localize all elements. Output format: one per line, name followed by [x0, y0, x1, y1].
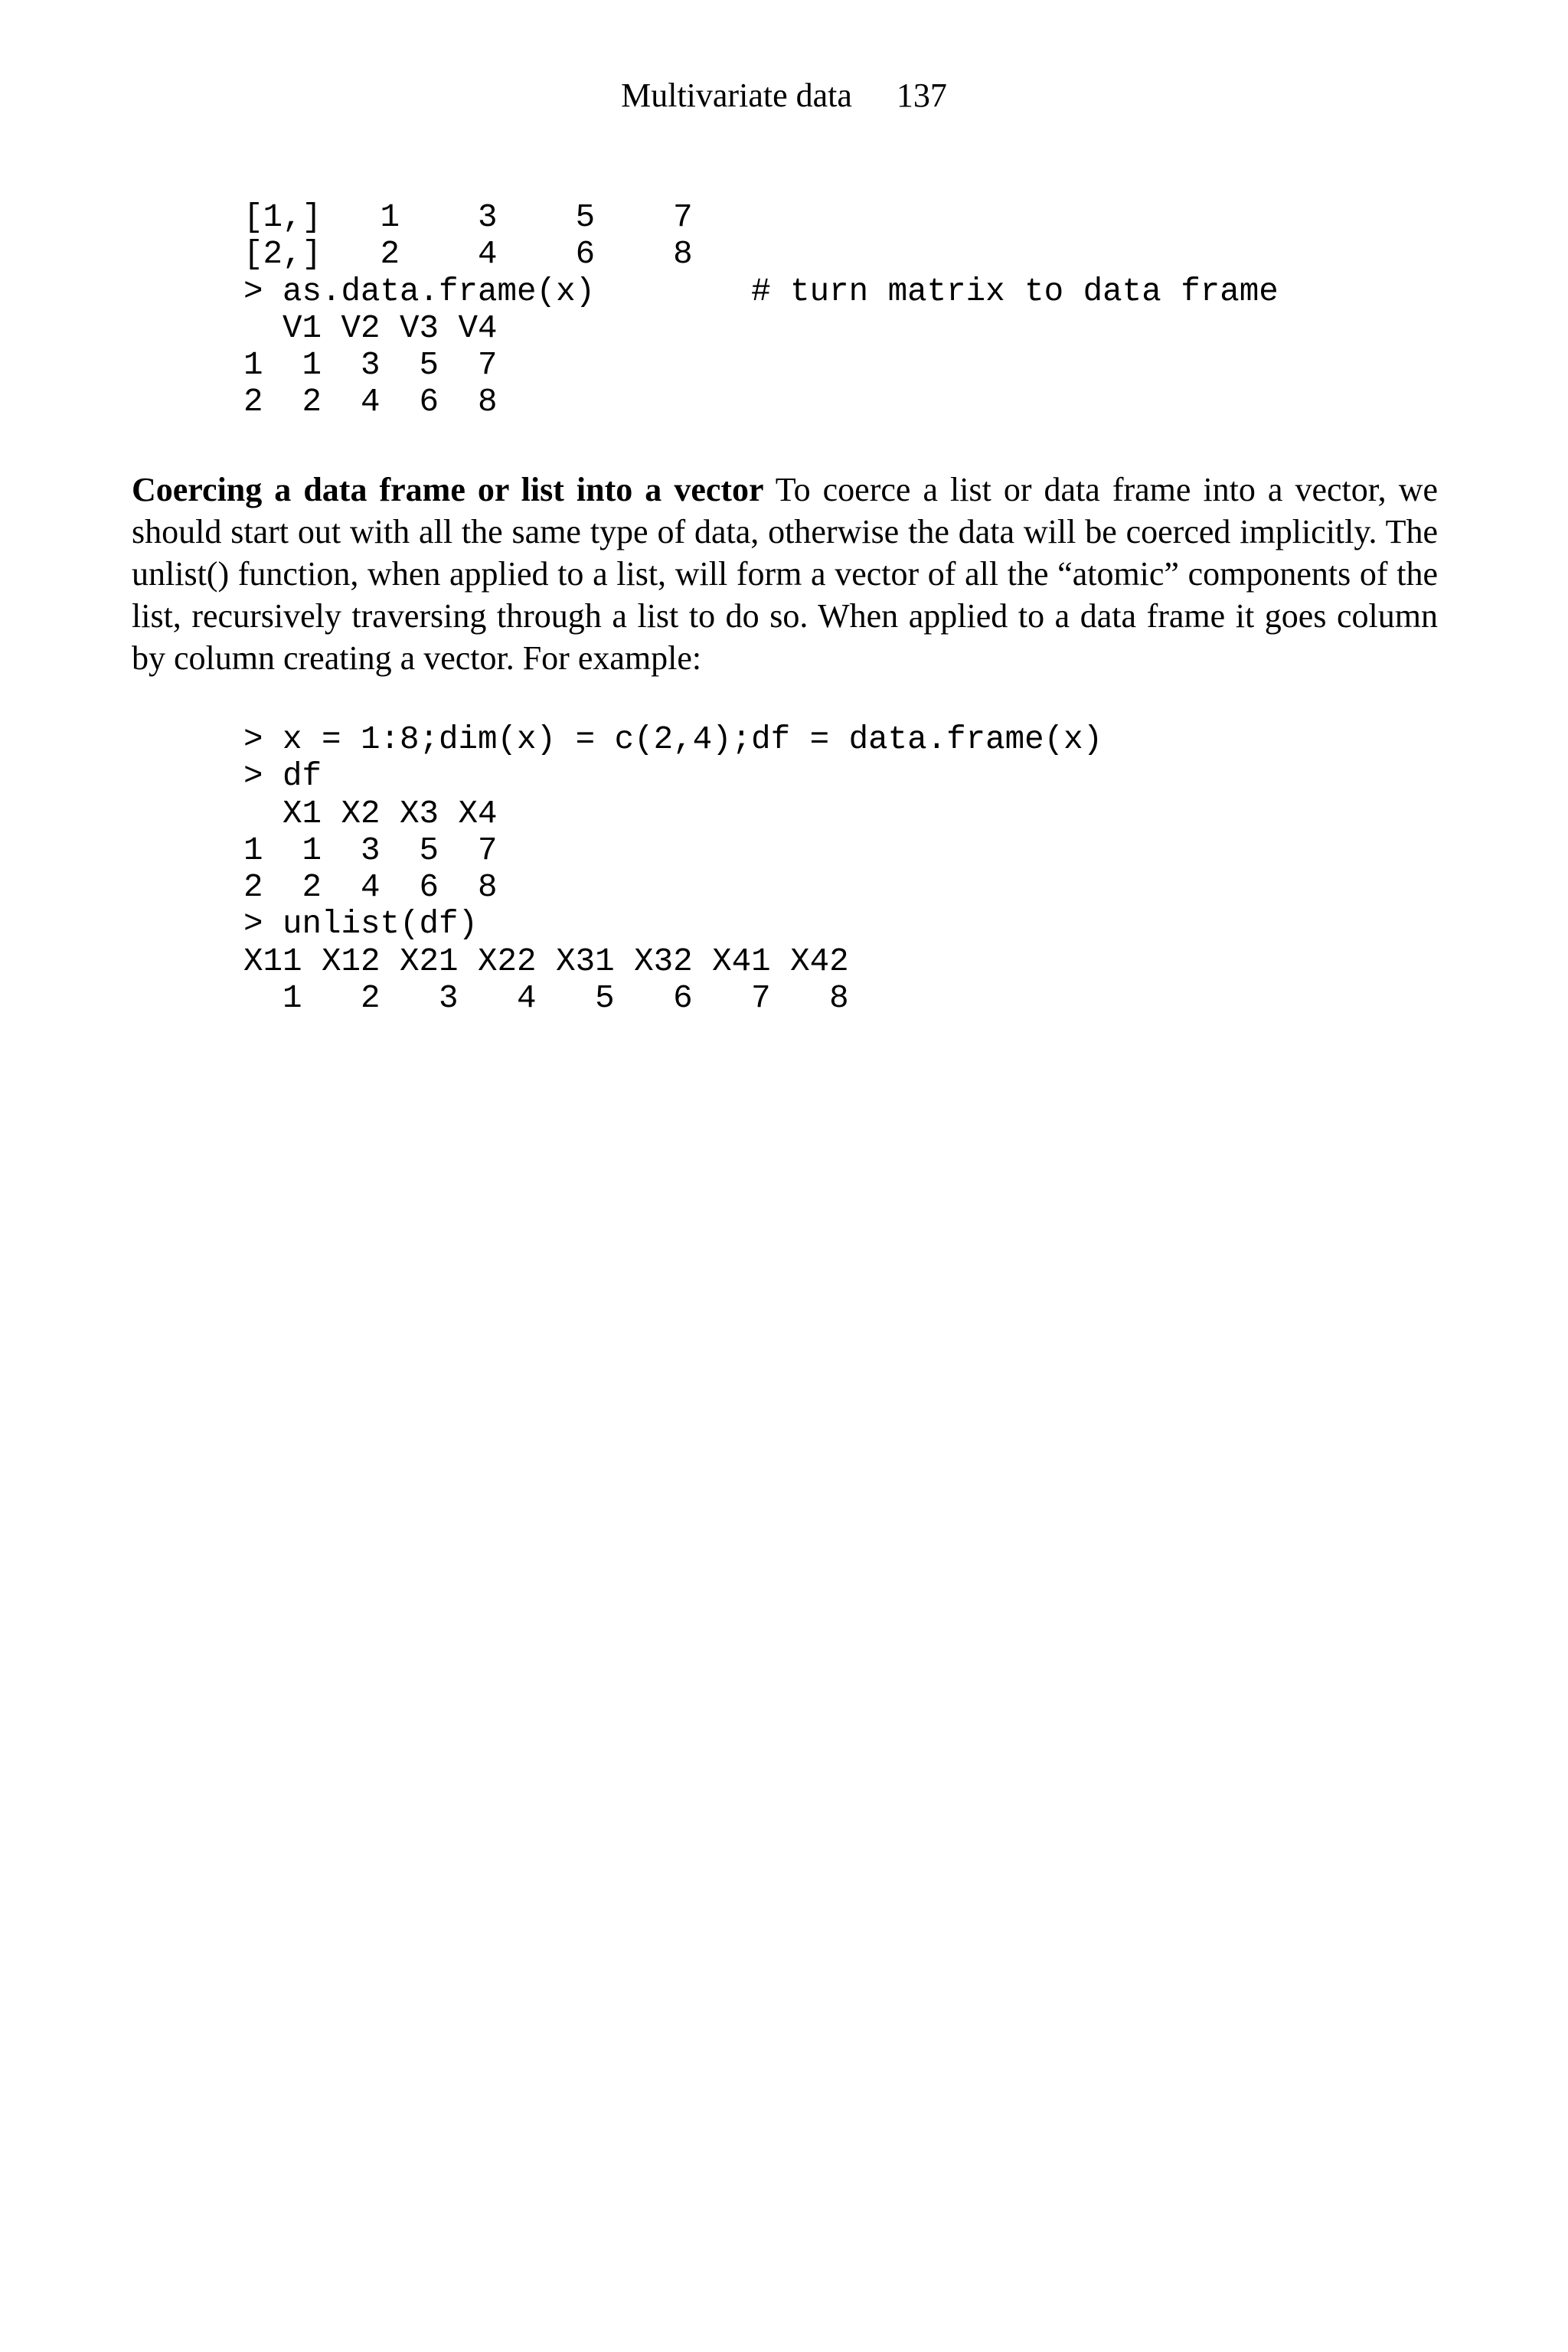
code-line: [2,] 2 4 6 8	[243, 236, 693, 273]
code-line: 2 2 4 6 8	[243, 384, 498, 421]
code-line: [1,] 1 3 5 7	[243, 199, 693, 236]
page-number: 137	[896, 77, 947, 114]
running-header	[0, 75, 1568, 116]
running-header-title: Multivariate data	[621, 77, 852, 114]
code-line: > as.data.frame(x) # turn matrix to data frame	[243, 273, 1279, 310]
paragraph-body: To coerce a list or data frame into a vector, we should start out with all the same type of data, otherwise the data will be coerced implicitly. The unlist() function, when applied to a list, will form a vector of all the “atomic” components of the list, recursively traversing through a list to do so. When applied to a data frame it goes column by column creating a vector. For example:	[132, 471, 1439, 677]
code-block-unlist-example	[243, 721, 1102, 1017]
paragraph-heading: Coercing a data frame or list into a vector	[132, 471, 764, 508]
code-line: > df	[243, 758, 322, 795]
body-paragraph	[132, 469, 1438, 679]
code-line: 1 1 3 5 7	[243, 831, 498, 869]
code-line: 1 1 3 5 7	[243, 347, 498, 384]
code-line: V1 V2 V3 V4	[243, 309, 498, 347]
code-line: 2 2 4 6 8	[243, 869, 498, 906]
code-line: 1 2 3 4 5 6 7 8	[243, 980, 849, 1018]
code-line: X11 X12 X21 X22 X31 X32 X41 X42	[243, 942, 849, 980]
code-line: X1 X2 X3 X4	[243, 795, 498, 832]
code-block-matrix-to-data-frame	[243, 199, 1279, 421]
code-line: > x = 1:8;dim(x) = c(2,4);df = data.frame(x)	[243, 721, 1103, 758]
code-line: > unlist(df)	[243, 906, 479, 943]
